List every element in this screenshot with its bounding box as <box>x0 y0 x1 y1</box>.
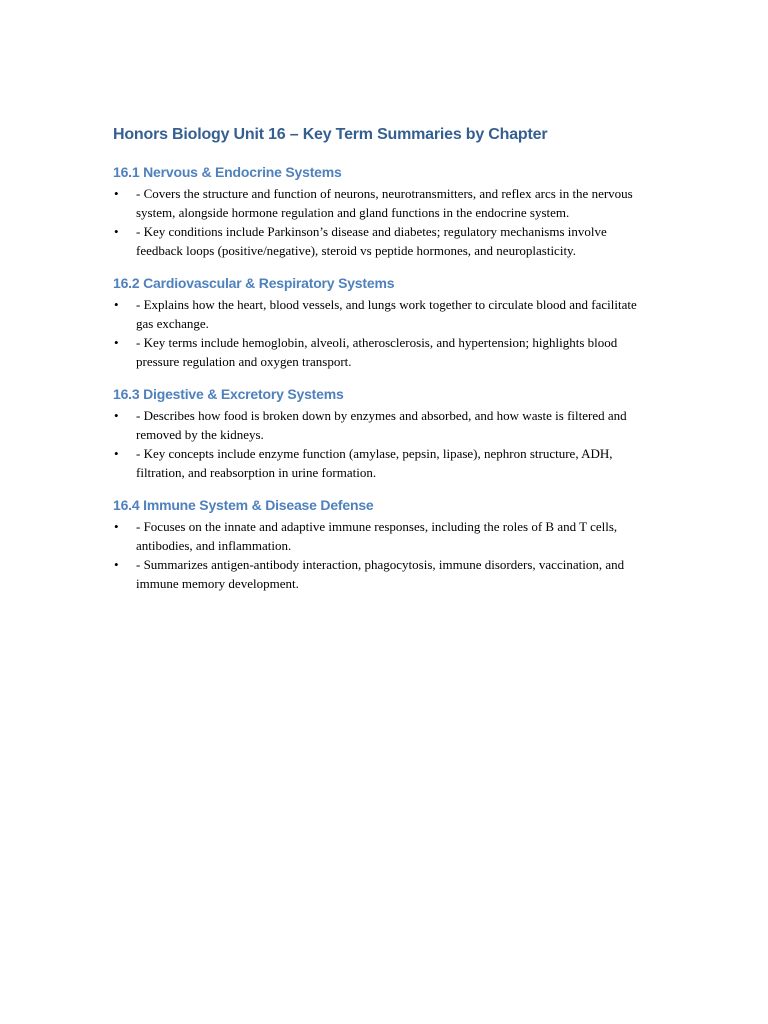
document-page <box>113 124 653 606</box>
section-cardiovascular-respiratory <box>113 273 653 371</box>
bullet-list <box>113 184 653 260</box>
section-digestive-excretory <box>113 384 653 482</box>
bullet-item <box>113 444 653 482</box>
bullet-icon: • <box>114 408 119 423</box>
bullet-text: - Summarizes antigen-antibody interaction, phagocytosis, immune disorders, vaccination, and immune memory development. <box>136 557 625 591</box>
bullet-text: - Focuses on the innate and adaptive immune responses, including the roles of B and T cells, antibodies, and inflammation. <box>136 519 618 553</box>
document-title: Honors Biology Unit 16 – Key Term Summaries by Chapter <box>113 126 548 143</box>
bullet-item <box>113 295 653 333</box>
bullet-item <box>113 333 653 371</box>
bullet-text: - Covers the structure and function of neurons, neurotransmitters, and reflex arcs in the nervous system, alongside hormone regulation and gland functions in the endocrine system. <box>136 186 633 220</box>
section-heading: 16.1 Nervous & Endocrine Systems <box>113 164 342 180</box>
section-immune-defense <box>113 495 653 593</box>
bullet-text: - Describes how food is broken down by enzymes and absorbed, and how waste is filtered and removed by the kidneys. <box>136 408 627 442</box>
section-heading: 16.2 Cardiovascular & Respiratory Systems <box>113 275 395 291</box>
bullet-icon: • <box>114 186 119 201</box>
bullet-list <box>113 517 653 593</box>
bullet-icon: • <box>114 557 119 572</box>
bullet-icon: • <box>114 335 119 350</box>
bullet-item <box>113 406 653 444</box>
bullet-list <box>113 295 653 371</box>
bullet-icon: • <box>114 446 119 461</box>
bullet-icon: • <box>114 297 119 312</box>
bullet-item <box>113 517 653 555</box>
section-heading: 16.4 Immune System & Disease Defense <box>113 497 374 513</box>
bullet-text: - Key terms include hemoglobin, alveoli, atherosclerosis, and hypertension; highlights blood pressure regulation and oxygen transport. <box>136 335 618 369</box>
bullet-item <box>113 184 653 222</box>
bullet-text: - Key concepts include enzyme function (amylase, pepsin, lipase), nephron structure, ADH, filtration, and reabsorption in urine formation. <box>136 446 613 480</box>
bullet-text: - Key conditions include Parkinson’s disease and diabetes; regulatory mechanisms involve feedback loops (positive/negative), steroid vs peptide hormones, and neuroplasticity. <box>136 224 607 258</box>
bullet-item <box>113 555 653 593</box>
bullet-icon: • <box>114 519 119 534</box>
section-nervous-endocrine <box>113 162 653 260</box>
bullet-list <box>113 406 653 482</box>
section-heading: 16.3 Digestive & Excretory Systems <box>113 386 344 402</box>
bullet-icon: • <box>114 224 119 239</box>
bullet-item <box>113 222 653 260</box>
bullet-text: - Explains how the heart, blood vessels, and lungs work together to circulate blood and facilitate gas exchange. <box>136 297 637 331</box>
